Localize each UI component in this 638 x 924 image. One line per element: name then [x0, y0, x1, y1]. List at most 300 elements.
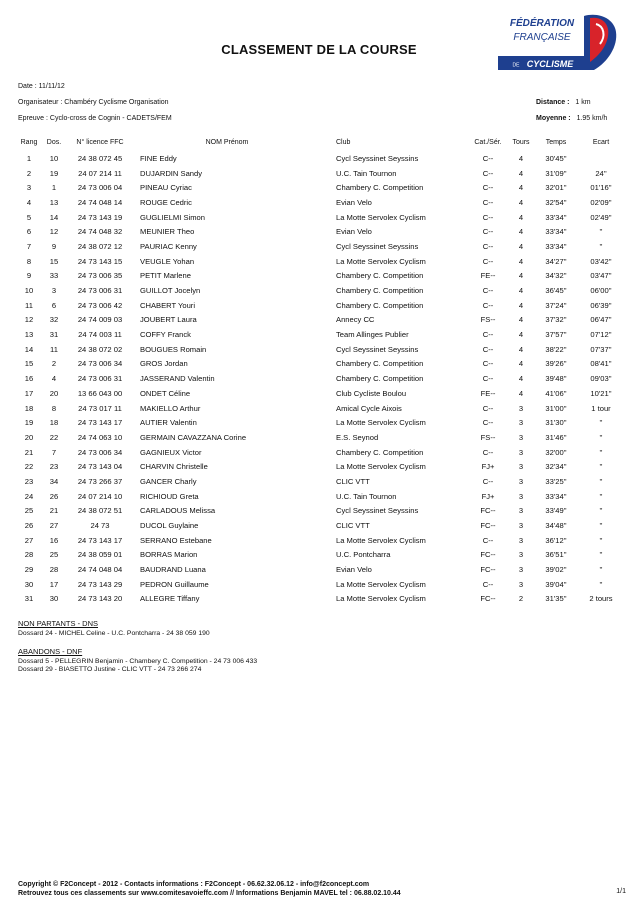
- cell-club: La Motte Servolex Cyclism: [336, 256, 426, 266]
- cell-club: CLIC VTT: [336, 476, 370, 486]
- col-nom: NOM Prénom: [205, 138, 249, 146]
- cell-rang: 14: [24, 344, 34, 354]
- cell-dossard: 26: [49, 491, 59, 501]
- cell-ecart: '': [599, 521, 603, 531]
- cell-nom: BAUDRAND Luana: [140, 565, 206, 575]
- cell-ecart: 07'12'': [590, 330, 612, 340]
- col-ecart: Ecart: [592, 138, 610, 146]
- cell-nom: CHABERT Youri: [140, 300, 196, 310]
- cell-club: Chambery C. Competition: [336, 447, 424, 457]
- cell-dossard: 6: [51, 300, 57, 310]
- cell-dossard: 33: [49, 271, 59, 281]
- cell-nom: GAGNIEUX Victor: [140, 447, 202, 457]
- cell-dossard: 1: [51, 183, 57, 193]
- cell-temps: 36'51'': [545, 550, 567, 560]
- cell-tours: 2: [518, 594, 524, 604]
- cell-categorie: C--: [482, 227, 494, 237]
- cell-tours: 3: [518, 550, 524, 560]
- table-row: [16, 459, 624, 474]
- cell-ecart: 08'41'': [590, 359, 612, 369]
- cell-tours: 3: [518, 565, 524, 575]
- cell-nom: MEUNIER Theo: [140, 227, 195, 237]
- cell-club: La Motte Servolex Cyclism: [336, 579, 426, 589]
- cell-licence: 24 74 048 14: [77, 197, 123, 207]
- cell-rang: 31: [24, 594, 34, 604]
- cell-categorie: C--: [482, 256, 494, 266]
- cell-tours: 3: [518, 535, 524, 545]
- cell-dossard: 7: [51, 447, 57, 457]
- cell-ecart: 01'16'': [590, 183, 612, 193]
- cell-nom: JASSERAND Valentin: [140, 374, 215, 384]
- cell-dossard: 21: [49, 506, 59, 516]
- cell-club: Cycl Seyssinet Seyssins: [336, 506, 419, 516]
- cell-tours: 3: [518, 476, 524, 486]
- cell-nom: GERMAIN CAVAZZANA Corine: [140, 432, 247, 442]
- table-row: [16, 577, 624, 592]
- cell-club: U.C. Pontcharra: [336, 550, 391, 560]
- cell-categorie: C--: [482, 359, 494, 369]
- cell-tours: 4: [518, 183, 524, 193]
- cell-nom: GUGLIELMI Simon: [140, 212, 205, 222]
- cell-tours: 3: [518, 521, 524, 531]
- cell-tours: 4: [518, 344, 524, 354]
- cell-categorie: C--: [482, 153, 494, 163]
- cell-club: La Motte Servolex Cyclism: [336, 418, 426, 428]
- results-body: [16, 151, 624, 606]
- cell-tours: 3: [518, 491, 524, 501]
- cell-tours: 4: [518, 300, 524, 310]
- cell-temps: 33'49'': [545, 506, 567, 516]
- cell-ecart: 1 tour: [591, 403, 611, 413]
- cell-categorie: C--: [482, 418, 494, 428]
- cell-club: Evian Velo: [336, 565, 372, 575]
- cell-club: Amical Cycle Aixois: [336, 403, 402, 413]
- cell-licence: 24 73 143 17: [77, 418, 123, 428]
- cell-rang: 26: [24, 521, 34, 531]
- cell-categorie: C--: [482, 535, 494, 545]
- table-row: [16, 224, 624, 239]
- cell-tours: 4: [518, 227, 524, 237]
- cell-categorie: FS--: [480, 432, 496, 442]
- cell-rang: 10: [24, 286, 34, 296]
- table-row: [16, 518, 624, 533]
- cell-categorie: C--: [482, 344, 494, 354]
- results-header-row: [16, 136, 624, 151]
- cell-rang: 5: [26, 212, 32, 222]
- cell-licence: 24 73 006 04: [77, 183, 123, 193]
- cell-ecart: '': [599, 491, 603, 501]
- cell-rang: 29: [24, 565, 34, 575]
- cell-rang: 24: [24, 491, 34, 501]
- col-licence: N° licence FFC: [76, 138, 124, 146]
- cell-licence: 24 74 009 03: [77, 315, 123, 325]
- cell-club: Chambery C. Competition: [336, 286, 424, 296]
- cell-rang: 19: [24, 418, 34, 428]
- cell-club: La Motte Servolex Cyclism: [336, 594, 426, 604]
- cell-nom: AUTIER Valentin: [140, 418, 197, 428]
- cell-temps: 39'04'': [545, 579, 567, 589]
- table-row: [16, 445, 624, 460]
- cell-categorie: FE--: [480, 388, 496, 398]
- cell-rang: 17: [24, 388, 34, 398]
- cell-categorie: C--: [482, 476, 494, 486]
- cell-club: E.S. Seynod: [336, 432, 379, 442]
- cell-categorie: C--: [482, 403, 494, 413]
- cell-rang: 13: [24, 330, 34, 340]
- cell-club: Chambery C. Competition: [336, 271, 424, 281]
- non-partants-heading: NON PARTANTS - DNS: [18, 619, 99, 628]
- cell-temps: 36'12'': [545, 535, 567, 545]
- cell-tours: 4: [518, 168, 524, 178]
- table-row: [16, 313, 624, 328]
- cell-rang: 18: [24, 403, 34, 413]
- abandons-heading: ABANDONS - DNF: [18, 647, 83, 656]
- table-row: [16, 180, 624, 195]
- cell-categorie: C--: [482, 212, 494, 222]
- cell-nom: DUCOL Guylaine: [140, 521, 199, 531]
- cell-nom: JOUBERT Laura: [140, 315, 197, 325]
- cell-nom: ROUGE Cedric: [140, 197, 192, 207]
- cell-dossard: 14: [49, 212, 59, 222]
- cell-categorie: FJ+: [481, 462, 495, 472]
- cell-dossard: 31: [49, 330, 59, 340]
- cell-temps: 38'22'': [545, 344, 567, 354]
- cell-licence: 24 74 003 11: [78, 330, 122, 340]
- cell-licence: 24 38 072 51: [77, 506, 123, 516]
- cell-dossard: 4: [51, 374, 57, 384]
- cell-licence: 24 38 072 02: [77, 344, 123, 354]
- cell-club: Chambery C. Competition: [336, 300, 424, 310]
- cell-club: Club Cycliste Boulou: [336, 388, 407, 398]
- cell-dossard: 27: [49, 521, 59, 531]
- cell-licence: 24 38 072 12: [77, 241, 123, 251]
- race-date: Date : 11/11/12: [18, 83, 65, 90]
- cell-nom: DUJARDIN Sandy: [140, 168, 203, 178]
- cell-temps: 41'06'': [545, 388, 567, 398]
- cell-dossard: 9: [51, 241, 57, 251]
- ffc-logo: [498, 12, 620, 74]
- cell-temps: 32'01'': [545, 183, 567, 193]
- cell-licence: 24 73 006 34: [77, 447, 123, 457]
- cell-dossard: 22: [49, 432, 59, 442]
- cell-rang: 22: [24, 462, 34, 472]
- cell-dossard: 13: [49, 197, 59, 207]
- cell-nom: CHARVIN Christelle: [140, 462, 208, 472]
- race-event: Epreuve : Cyclo-cross de Cognin - CADETS/FEM: [18, 115, 172, 122]
- col-tours: Tours: [512, 138, 530, 146]
- cell-club: Chambery C. Competition: [336, 374, 424, 384]
- distance-row: [536, 99, 591, 106]
- page-title: CLASSEMENT DE LA COURSE: [221, 42, 417, 57]
- cell-dossard: 16: [49, 535, 59, 545]
- cell-temps: 34'32'': [545, 271, 567, 281]
- cell-categorie: C--: [482, 330, 494, 340]
- logo-line3-de: DE: [512, 62, 520, 69]
- cell-ecart: '': [599, 432, 603, 442]
- cell-club: Chambery C. Competition: [336, 359, 424, 369]
- page-number: 1/1: [616, 888, 626, 895]
- cell-temps: 39'48'': [545, 374, 567, 384]
- cell-licence: 24 73 006 42: [77, 300, 123, 310]
- cell-nom: CARLADOUS Melissa: [140, 506, 216, 516]
- cell-tours: 3: [518, 418, 524, 428]
- cell-ecart: '': [599, 535, 603, 545]
- cell-tours: 3: [518, 579, 524, 589]
- cell-tours: 4: [518, 271, 524, 281]
- cell-rang: 4: [26, 197, 32, 207]
- logo-line3: CYCLISME: [526, 59, 574, 69]
- cell-nom: GANCER Charly: [140, 476, 197, 486]
- cell-nom: BOUGUES Romain: [140, 344, 207, 354]
- cell-temps: 32'00'': [545, 447, 567, 457]
- col-club: Club: [336, 138, 351, 146]
- cell-temps: 36'45'': [545, 286, 567, 296]
- cell-licence: 24 73: [90, 521, 110, 531]
- table-row: [16, 283, 624, 298]
- abandon-line: Dossard 29 - BIASETTO Justine - CLIC VTT - 24 73 266 274: [18, 666, 202, 673]
- cell-temps: 31'46'': [545, 432, 567, 442]
- cell-categorie: C--: [482, 374, 494, 384]
- cell-temps: 34'48'': [545, 521, 567, 531]
- cell-categorie: FJ+: [481, 491, 495, 501]
- cell-temps: 37'32'': [545, 315, 567, 325]
- logo-line1: FÉDÉRATION: [509, 18, 575, 29]
- cell-dossard: 11: [50, 344, 58, 354]
- cell-licence: 24 38 072 45: [77, 153, 123, 163]
- cell-licence: 24 73 143 20: [77, 594, 123, 604]
- cell-club: Cycl Seyssinet Seyssins: [336, 241, 419, 251]
- cell-dossard: 2: [51, 359, 57, 369]
- cell-club: La Motte Servolex Cyclism: [336, 535, 426, 545]
- cell-dossard: 17: [49, 579, 59, 589]
- non-partant-line: Dossard 24 - MICHEL Celine - U.C. Pontcharra - 24 38 059 190: [18, 630, 210, 637]
- cell-ecart: 07'37'': [590, 344, 612, 354]
- cell-categorie: C--: [482, 183, 494, 193]
- cell-tours: 3: [518, 462, 524, 472]
- cell-temps: 31'09'': [545, 168, 567, 178]
- cell-club: U.C. Tain Tournon: [336, 491, 397, 501]
- cell-ecart: '': [599, 476, 603, 486]
- col-rang: Rang: [20, 138, 38, 146]
- cell-club: La Motte Servolex Cyclism: [336, 462, 426, 472]
- table-row: [16, 562, 624, 577]
- table-row: [16, 298, 624, 313]
- footer-copyright: Copyright © F2Concept - 2012 - Contacts informations : F2Concept - 06.62.32.06.12 - info@f2concept.com: [18, 881, 370, 888]
- distance-label: Distance :: [536, 99, 570, 106]
- cell-categorie: C--: [482, 300, 494, 310]
- table-row: [16, 474, 624, 489]
- cell-temps: 33'34'': [545, 212, 567, 222]
- cell-temps: 31'35'': [545, 594, 567, 604]
- average-speed-label: Moyenne :: [536, 115, 571, 122]
- cell-ecart: 06'00'': [590, 286, 612, 296]
- cell-licence: 24 73 006 31: [77, 286, 123, 296]
- cell-nom: MAKIELLO Arthur: [140, 403, 201, 413]
- cell-nom: VEUGLE Yohan: [140, 256, 195, 266]
- cell-club: Evian Velo: [336, 197, 372, 207]
- cell-licence: 24 74 048 04: [77, 565, 123, 575]
- cell-nom: PEDRON Guillaume: [140, 579, 209, 589]
- cell-temps: 31'30'': [545, 418, 567, 428]
- cell-rang: 28: [24, 550, 34, 560]
- cell-tours: 4: [518, 374, 524, 384]
- cell-rang: 20: [24, 432, 34, 442]
- cell-dossard: 3: [51, 286, 57, 296]
- cell-ecart: '': [599, 506, 603, 516]
- table-row: [16, 548, 624, 563]
- cell-nom: FINE Eddy: [140, 153, 177, 163]
- footer-info: Retrouvez tous ces classements sur www.comitesavoieffc.com // Informations Benjamin MAVEL tel : 06.88.02.10.44: [18, 890, 401, 897]
- table-row: [16, 254, 624, 269]
- non-partants-section: [18, 619, 210, 637]
- cell-ecart: 03'47'': [590, 271, 612, 281]
- cell-tours: 4: [518, 359, 524, 369]
- table-row: [16, 430, 624, 445]
- cell-rang: 27: [24, 535, 34, 545]
- cell-rang: 21: [24, 447, 34, 457]
- cell-categorie: FC--: [480, 594, 496, 604]
- cell-ecart: 2 tours: [589, 594, 613, 604]
- cell-temps: 31'00'': [545, 403, 567, 413]
- cell-dossard: 15: [49, 256, 59, 266]
- cell-temps: 33'25'': [545, 476, 567, 486]
- cell-temps: 37'57'': [545, 330, 567, 340]
- table-row: [16, 269, 624, 284]
- cell-rang: 30: [24, 579, 34, 589]
- col-categorie: Cat./Sér.: [474, 138, 502, 146]
- cell-tours: 4: [518, 256, 524, 266]
- cell-nom: GUILLOT Jocelyn: [140, 286, 201, 296]
- cell-temps: 33'34'': [545, 241, 567, 251]
- cell-ecart: 10'21'': [590, 388, 612, 398]
- cell-tours: 4: [518, 241, 524, 251]
- cell-ecart: 06'47'': [590, 315, 612, 325]
- cell-licence: 24 73 143 04: [77, 462, 123, 472]
- cell-rang: 12: [24, 315, 34, 325]
- abandon-line: Dossard 5 - PELLEGRIN Benjamin - Chambery C. Competition - 24 73 006 433: [18, 658, 258, 665]
- cell-club: Annecy CC: [336, 315, 375, 325]
- table-row: [16, 327, 624, 342]
- cell-rang: 23: [24, 476, 34, 486]
- cell-ecart: 06'39'': [590, 300, 612, 310]
- ffc-logo-graphic: [498, 12, 620, 74]
- cell-rang: 2: [26, 168, 32, 178]
- cell-tours: 4: [518, 286, 524, 296]
- cell-rang: 1: [26, 153, 32, 163]
- cell-nom: GROS Jordan: [140, 359, 188, 369]
- results-table: [16, 136, 624, 606]
- cell-dossard: 34: [49, 476, 59, 486]
- cell-licence: 24 07 214 11: [78, 168, 122, 178]
- cell-nom: BORRAS Marion: [140, 550, 198, 560]
- cell-categorie: FE--: [480, 271, 496, 281]
- cell-rang: 16: [24, 374, 34, 384]
- cell-ecart: 03'42'': [590, 256, 612, 266]
- cell-temps: 32'54'': [545, 197, 567, 207]
- cell-tours: 3: [518, 403, 524, 413]
- cell-dossard: 32: [49, 315, 59, 325]
- cell-categorie: FC--: [480, 550, 496, 560]
- table-row: [16, 386, 624, 401]
- cell-dossard: 18: [49, 418, 59, 428]
- cell-categorie: FC--: [480, 521, 496, 531]
- cell-rang: 25: [24, 506, 34, 516]
- cell-nom: COFFY Franck: [140, 330, 191, 340]
- cell-categorie: C--: [482, 241, 494, 251]
- table-row: [16, 401, 624, 416]
- cell-categorie: C--: [482, 286, 494, 296]
- cell-licence: 24 73 143 19: [77, 212, 123, 222]
- cell-licence: 24 73 006 34: [77, 359, 123, 369]
- average-speed-row: [536, 115, 607, 122]
- cell-ecart: '': [599, 565, 603, 575]
- average-speed-value: 1.95 km/h: [576, 115, 608, 122]
- cell-ecart: '': [599, 462, 603, 472]
- table-row: [16, 533, 624, 548]
- cell-ecart: '': [599, 418, 603, 428]
- cell-categorie: FC--: [480, 565, 496, 575]
- col-temps: Temps: [545, 138, 567, 146]
- cell-dossard: 12: [49, 227, 59, 237]
- cell-dossard: 25: [49, 550, 59, 560]
- cell-categorie: FC--: [480, 506, 496, 516]
- cell-temps: 33'34'': [545, 491, 567, 501]
- cell-categorie: C--: [482, 168, 494, 178]
- cell-categorie: C--: [482, 447, 494, 457]
- table-row: [16, 489, 624, 504]
- cell-rang: 9: [26, 271, 32, 281]
- cell-dossard: 28: [49, 565, 59, 575]
- cell-categorie: C--: [482, 197, 494, 207]
- cell-tours: 4: [518, 315, 524, 325]
- cell-club: Chambery C. Competition: [336, 183, 424, 193]
- cell-dossard: 8: [51, 403, 57, 413]
- cell-licence: 24 73 143 29: [77, 579, 123, 589]
- table-row: [16, 151, 624, 166]
- cell-ecart: '': [599, 447, 603, 457]
- cell-ecart: 02'09'': [590, 197, 612, 207]
- cell-temps: 39'02'': [545, 565, 567, 575]
- cell-club: U.C. Tain Tournon: [336, 168, 397, 178]
- distance-value: 1 km: [575, 99, 591, 106]
- table-row: [16, 239, 624, 254]
- race-organiser: Organisateur : Chambéry Cyclisme Organisation: [18, 99, 169, 106]
- table-row: [16, 592, 624, 607]
- cell-nom: PETIT Marlene: [140, 271, 191, 281]
- col-dossard: Dos.: [46, 138, 62, 146]
- cell-dossard: 19: [49, 168, 59, 178]
- cell-dossard: 10: [49, 153, 59, 163]
- cell-nom: ALLEGRE Tiffany: [140, 594, 200, 604]
- table-row: [16, 504, 624, 519]
- cell-ecart: '': [599, 227, 603, 237]
- cell-temps: 30'45'': [545, 153, 567, 163]
- table-row: [16, 415, 624, 430]
- cell-club: CLIC VTT: [336, 521, 370, 531]
- cell-licence: 24 38 059 01: [77, 550, 123, 560]
- cell-dossard: 20: [49, 388, 59, 398]
- cell-rang: 7: [26, 241, 32, 251]
- cell-licence: 24 74 048 32: [77, 227, 123, 237]
- cell-dossard: 30: [49, 594, 59, 604]
- table-row: [16, 166, 624, 181]
- cell-categorie: C--: [482, 579, 494, 589]
- abandons-section: [18, 647, 257, 673]
- cell-tours: 4: [518, 330, 524, 340]
- cell-licence: 24 74 063 10: [77, 432, 123, 442]
- cell-tours: 3: [518, 447, 524, 457]
- cell-nom: ONDET Céline: [140, 388, 191, 398]
